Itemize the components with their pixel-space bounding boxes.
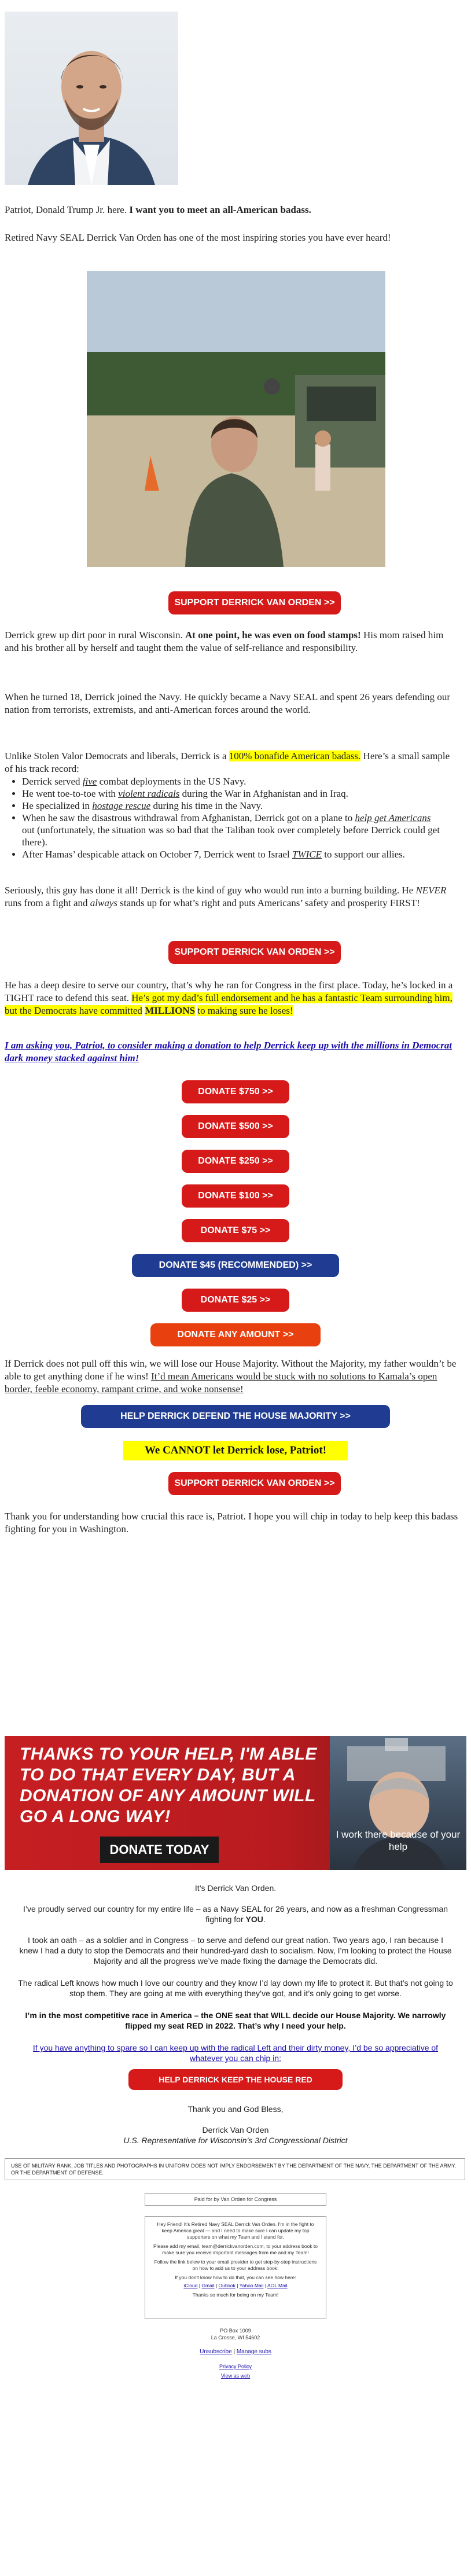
cannot-lose-heading: We CANNOT let Derrick lose, Patriot! — [123, 1441, 348, 1460]
headshot-photo — [5, 12, 178, 185]
list-item: • Derrick served five combat deployments in the US Navy. — [22, 775, 444, 787]
defend-majority-button[interactable]: HELP DERRICK DEFEND THE HOUSE MAJORITY >> — [81, 1405, 390, 1428]
letter-paragraph-4: I’m in the most competitive race in America – the ONE seat that WILL decide our House Majority. We narrowly flipped my seat RED in 2022. That’s why I need your help. — [25, 2011, 446, 2030]
banner-photo — [330, 1736, 466, 1870]
donate-100-button[interactable]: DONATE $100 >> — [182, 1184, 289, 1208]
list-item: • He went toe-to-toe with violent radicals during the War in Afghanistan and in Iraq. — [22, 787, 444, 800]
list-item: • After Hamas’ despicable attack on October 7, Derrick went to Israel TWICE to support our allies. — [22, 848, 444, 860]
support-button[interactable]: SUPPORT DERRICK VAN ORDEN >> — [168, 941, 341, 964]
outlook-link[interactable]: Outlook — [218, 2283, 236, 2288]
letter-signoff: Thank you and God Bless, — [187, 2104, 284, 2114]
letter-paragraph-1: I’ve proudly served our country for my entire life – as a Navy SEAL for 26 years, and now as a freshman Congressman fighting for YOU. — [23, 1904, 448, 1924]
intro-text: Retired Navy SEAL Derrick Van Orden has one of the most inspiring stories you have ever heard! — [5, 232, 391, 243]
unsubscribe-links: Unsubscribe | Manage subs — [200, 2349, 271, 2355]
icloud-link[interactable]: iCloud — [183, 2283, 198, 2288]
closing-paragraph-1: If Derrick does not pull off this win, we will lose our House Majority. Without the Majority, my father wouldn’t be able to get anything done if he wins! It’d mean Americans would be stuck with no solutions to Kamala’s open border, feeble economy, rampant crime, and woke nonsense! — [5, 1358, 457, 1394]
yahoo-link[interactable]: Yahoo Mail — [239, 2283, 264, 2288]
address-book-box: Hey Friend! It's Retired Navy SEAL Derrick Van Orden. I'm in the fight to keep America great — and I need to make sure I can update my top supporters on what my Team and I stand for. Please add my email, team@derrickvanorden.com, to your address book to make sure you receive important messages from me and my Team! Follow the link below to your email provider to get step-by-step instructions on how to add us to your address book: If you don't know how to do that, you can see how here: iCloud | Gmail | Outlook | Yahoo Mail | AOL Mail Thanks so much for being on my Team! — [145, 2216, 326, 2319]
letter-paragraph-3: The radical Left knows how much I love our country and they know I’d lay down my life to protect it. But that’s not going to stop them. They are going at me with everything they’ve got, and it’s only going to get worse. — [18, 1978, 453, 1998]
letter-intro: It’s Derrick Van Orden. — [194, 1883, 277, 1893]
letter-paragraph-5[interactable]: If you have anything to spare so I can keep up with the radical Left and their dirty money, I’d be so appreciative of whatever you can chip in: — [32, 2043, 439, 2063]
letter-title: U.S. Representative for Wisconsin’s 3rd Congressional District — [123, 2136, 348, 2145]
intro-greeting: Patriot, Donald Trump Jr. here. I want you to meet an all-American badass. — [5, 204, 311, 215]
donation-ask[interactable]: I am asking you, Patriot, to consider making a donation to help Derrick keep up with the millions in Democrat dark money stacked against him! — [5, 1040, 452, 1063]
donate-250-button[interactable]: DONATE $250 >> — [182, 1150, 289, 1173]
donate-75-button[interactable]: DONATE $75 >> — [182, 1219, 289, 1242]
donate-today-button[interactable]: DONATE TODAY — [100, 1837, 219, 1863]
story-paragraph-2: When he turned 18, Derrick joined the Navy. He quickly became a Navy SEAL and spent 26 years defending our nation from terrorists, extremists, and anti-American forces around the world. — [5, 691, 451, 715]
paid-for-box: Paid for by Van Orden for Congress — [145, 2193, 326, 2206]
donate-45-recommended-button[interactable]: DONATE $45 (RECOMMENDED) >> — [132, 1254, 339, 1277]
navy-photo — [87, 271, 385, 567]
letter-paragraph-2: I took an oath – as a soldier and in Congress – to serve and defend our great nation. Two years ago, I ran because I knew I had a duty to stop the Democrats and their hundred-yard dash to socialism. Now, I’m looking to protect the House Majority and all the progress we’ve made fixing the damage the Democrats did. — [19, 1935, 452, 1966]
banner-caption: I work there because of your help — [336, 1829, 461, 1852]
keep-house-red-button[interactable]: HELP DERRICK KEEP THE HOUSE RED — [128, 2069, 343, 2090]
unsubscribe-link[interactable]: Unsubscribe — [200, 2349, 232, 2355]
story-paragraph-1: Derrick grew up dirt poor in rural Wisconsin. At one point, he was even on food stamps! His mom raised him and his brother all by herself and taught them the value of self-reliance and responsibility. — [5, 630, 444, 653]
story-paragraph-4: Seriously, this guy has done it all! Derrick is the kind of guy who would run into a burning building. He NEVER runs from a fight and always stands up for what’s right and puts Americans’ safety and prosperity FIRST! — [5, 885, 447, 908]
view-as-web-link[interactable]: View as web — [220, 2373, 251, 2379]
donate-500-button[interactable]: DONATE $500 >> — [182, 1115, 289, 1138]
support-button[interactable]: SUPPORT DERRICK VAN ORDEN >> — [168, 591, 341, 614]
gmail-link[interactable]: Gmail — [201, 2283, 215, 2288]
donate-any-amount-button[interactable]: DONATE ANY AMOUNT >> — [150, 1323, 321, 1346]
list-item: • He specialized in hostage rescue during his time in the Navy. — [22, 800, 444, 812]
postal-address: PO Box 1009 La Crosse, WI 54602 — [211, 2328, 260, 2341]
closing-thanks: Thank you for understanding how crucial this race is, Patriot. I hope you will chip in today to help keep this badass fighting for you in Washington. — [5, 1511, 458, 1534]
donate-25-button[interactable]: DONATE $25 >> — [182, 1289, 289, 1312]
donate-750-button[interactable]: DONATE $750 >> — [182, 1080, 289, 1103]
aol-link[interactable]: AOL Mail — [267, 2283, 288, 2288]
donate-banner[interactable] — [5, 1736, 466, 1870]
story-paragraph-3: Unlike Stolen Valor Democrats and liberals, Derrick is a 100% bonafide American badass. Here’s a small sample of his track record: — [5, 750, 450, 774]
support-button[interactable]: SUPPORT DERRICK VAN ORDEN >> — [168, 1472, 341, 1495]
list-item: • When he saw the disastrous withdrawal from Afghanistan, Derrick got on a plane to help get Americans out (unfortunately, the situation was so bad that the Taliban took over completely before Derrick could get there). — [22, 812, 444, 848]
military-disclaimer: USE OF MILITARY RANK, JOB TITLES AND PHOTOGRAPHS IN UNIFORM DOES NOT IMPLY ENDORSEMENT BY THE DEPARTMENT OF THE NAVY, THE DEPARTMENT OF THE ARMY, OR THE DEPARTMENT OF DEFENSE. — [5, 2158, 465, 2180]
track-record-list — [0, 775, 444, 860]
banner-headline: THANKS TO YOUR HELP, I'M ABLE TO DO THAT EVERY DAY, BUT A DONATION OF ANY AMOUNT WILL GO A LONG WAY! — [20, 1745, 317, 1826]
letter-name: Derrick Van Orden — [202, 2125, 269, 2135]
manage-subs-link[interactable]: Manage subs — [236, 2349, 271, 2355]
email-provider-links: iCloud | Gmail | Outlook | Yahoo Mail | AOL Mail — [183, 2283, 288, 2288]
privacy-policy-link[interactable]: Privacy Policy — [219, 2364, 252, 2369]
story-paragraph-5: He has a deep desire to serve our country, that’s why he ran for Congress in the first place. Today, he’s locked in a TIGHT race to defend this seat. He’s got my dad’s full endorsement and he has a fantastic Team surrounding him, but the Democrats have committed MILLIONS to making sure he loses! — [5, 980, 453, 1016]
